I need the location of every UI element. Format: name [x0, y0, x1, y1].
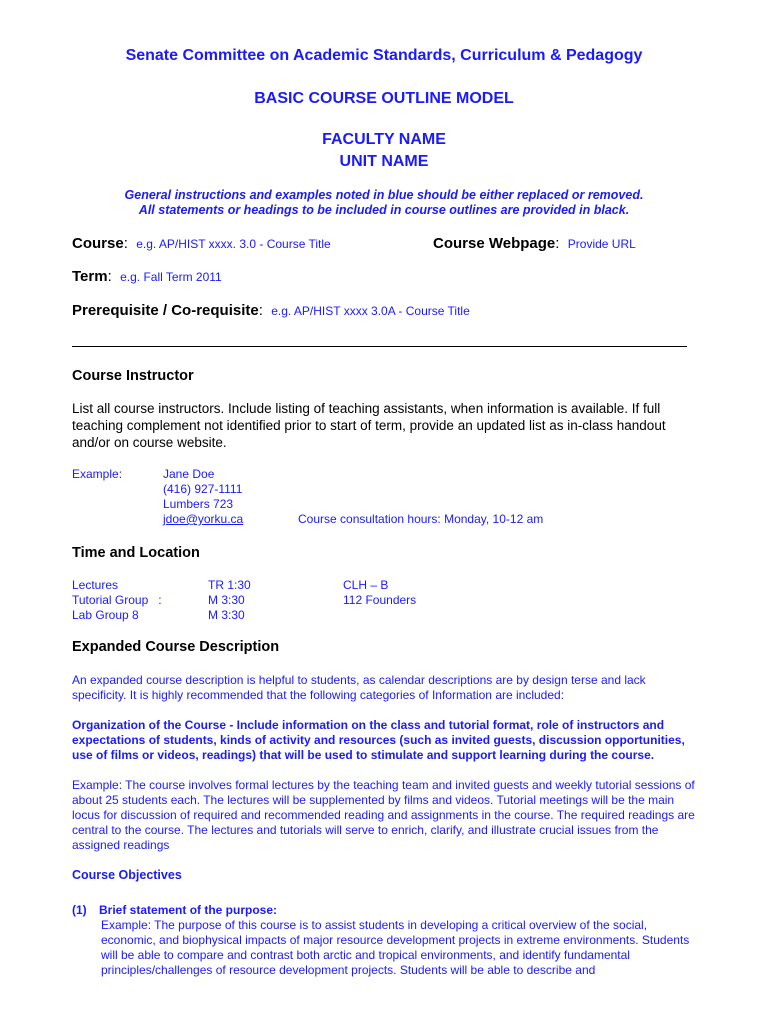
course-label: Course: [72, 235, 124, 252]
unit-name: UNIT NAME: [339, 153, 429, 170]
prereq-field: Prerequisite / Co-requisite: e.g. AP/HIST xxxx 3.0A - Course Title: [72, 302, 470, 319]
instructor-text: List all course instructors. Include listing of teaching assistants, when information is available. If full teaching complement not identified prior to start of term, provide an updated list as in-class handout and/or on course website.: [72, 401, 666, 450]
term-value: e.g. Fall Term 2011: [120, 270, 222, 284]
schedule-time-tutorial: M 3:30: [208, 593, 245, 607]
instruction-line-1: General instructions and examples noted in blue should be either replaced or removed.: [124, 188, 644, 202]
committee-title: Senate Committee on Academic Standards, Curriculum & Pedagogy: [125, 47, 643, 64]
objective-1-heading: Brief statement of the purpose:: [99, 903, 278, 917]
prereq-label: Prerequisite / Co-requisite: [72, 302, 259, 319]
term-field: Term: e.g. Fall Term 2011: [72, 268, 222, 285]
schedule-place-tutorial: 112 Founders: [343, 593, 417, 607]
organization-heading: Organization of the Course - Include information on the class and tutorial format, role of instructors and expectations of students, kinds of activity and resources (such as invited guests, discussion opportunities, use of films or videos, readings) that will be used to stimulate and support learning during the course.: [72, 718, 685, 762]
instructor-heading: Course Instructor: [72, 368, 194, 384]
objective-1-text: Example: The purpose of this course is to assist students in developing a critical overview of the social, economic, and biophysical impacts of major resource development projects in extreme environments. Students will be able to compare and contrast both arctic and tropical environments, and identify fundamental principles/challenges of resource development projects. Students will be able to describe and: [101, 918, 690, 977]
instructor-phone: (416) 927-1111: [163, 482, 243, 496]
schedule-type-tutorial: Tutorial Group :: [72, 593, 162, 607]
prereq-value: e.g. AP/HIST xxxx 3.0A - Course Title: [271, 304, 470, 318]
schedule-time-lab: M 3:30: [208, 608, 245, 622]
description-heading: Expanded Course Description: [72, 639, 280, 655]
example-label: Example:: [72, 467, 123, 481]
objectives-heading: Course Objectives: [72, 868, 182, 882]
objective-1-number: (1): [72, 903, 87, 917]
schedule-place-lectures: CLH – B: [343, 578, 389, 592]
faculty-name: FACULTY NAME: [322, 131, 446, 148]
instruction-line-2: All statements or headings to be included in course outlines are provided in black.: [138, 203, 630, 217]
course-field: Course: e.g. AP/HIST xxxx. 3.0 - Course Title: [72, 235, 331, 252]
schedule-time-lectures: TR 1:30: [208, 578, 251, 592]
organization-example: Example: The course involves formal lectures by the teaching team and invited guests and weekly tutorial sessions of about 25 students each. The lectures will be supplemented by films and videos. Tutorial meetings will be the main locus for discussion of required and recommended reading and assignments in the course. The required readings are central to the course. The lectures and tutorials will serve to enrich, clarify, and illustrate crucial issues from the assigned readings: [72, 778, 695, 852]
webpage-label: Course Webpage: [433, 235, 556, 252]
webpage-field: Course Webpage: Provide URL: [433, 235, 636, 252]
description-intro: An expanded course description is helpful to students, as calendar descriptions are by design terse and lack specificity. It is highly recommended that the following categories of Information are included:: [72, 673, 646, 702]
term-label: Term: [72, 268, 108, 285]
instructor-email-link[interactable]: jdoe@yorku.ca: [163, 512, 244, 526]
course-value: e.g. AP/HIST xxxx. 3.0 - Course Title: [136, 237, 331, 251]
instructor-name: Jane Doe: [163, 467, 215, 481]
time-location-heading: Time and Location: [72, 545, 200, 561]
instructor-office: Lumbers 723: [163, 497, 234, 511]
divider-line: [72, 346, 687, 347]
instructor-email-wrap: [163, 512, 243, 527]
schedule-type-lab: Lab Group 8: [72, 608, 139, 622]
model-title: BASIC COURSE OUTLINE MODEL: [254, 90, 514, 107]
consultation-hours: Course consultation hours: Monday, 10-12 am: [298, 512, 544, 526]
webpage-value: Provide URL: [567, 237, 636, 251]
schedule-type-lectures: Lectures: [72, 578, 119, 592]
